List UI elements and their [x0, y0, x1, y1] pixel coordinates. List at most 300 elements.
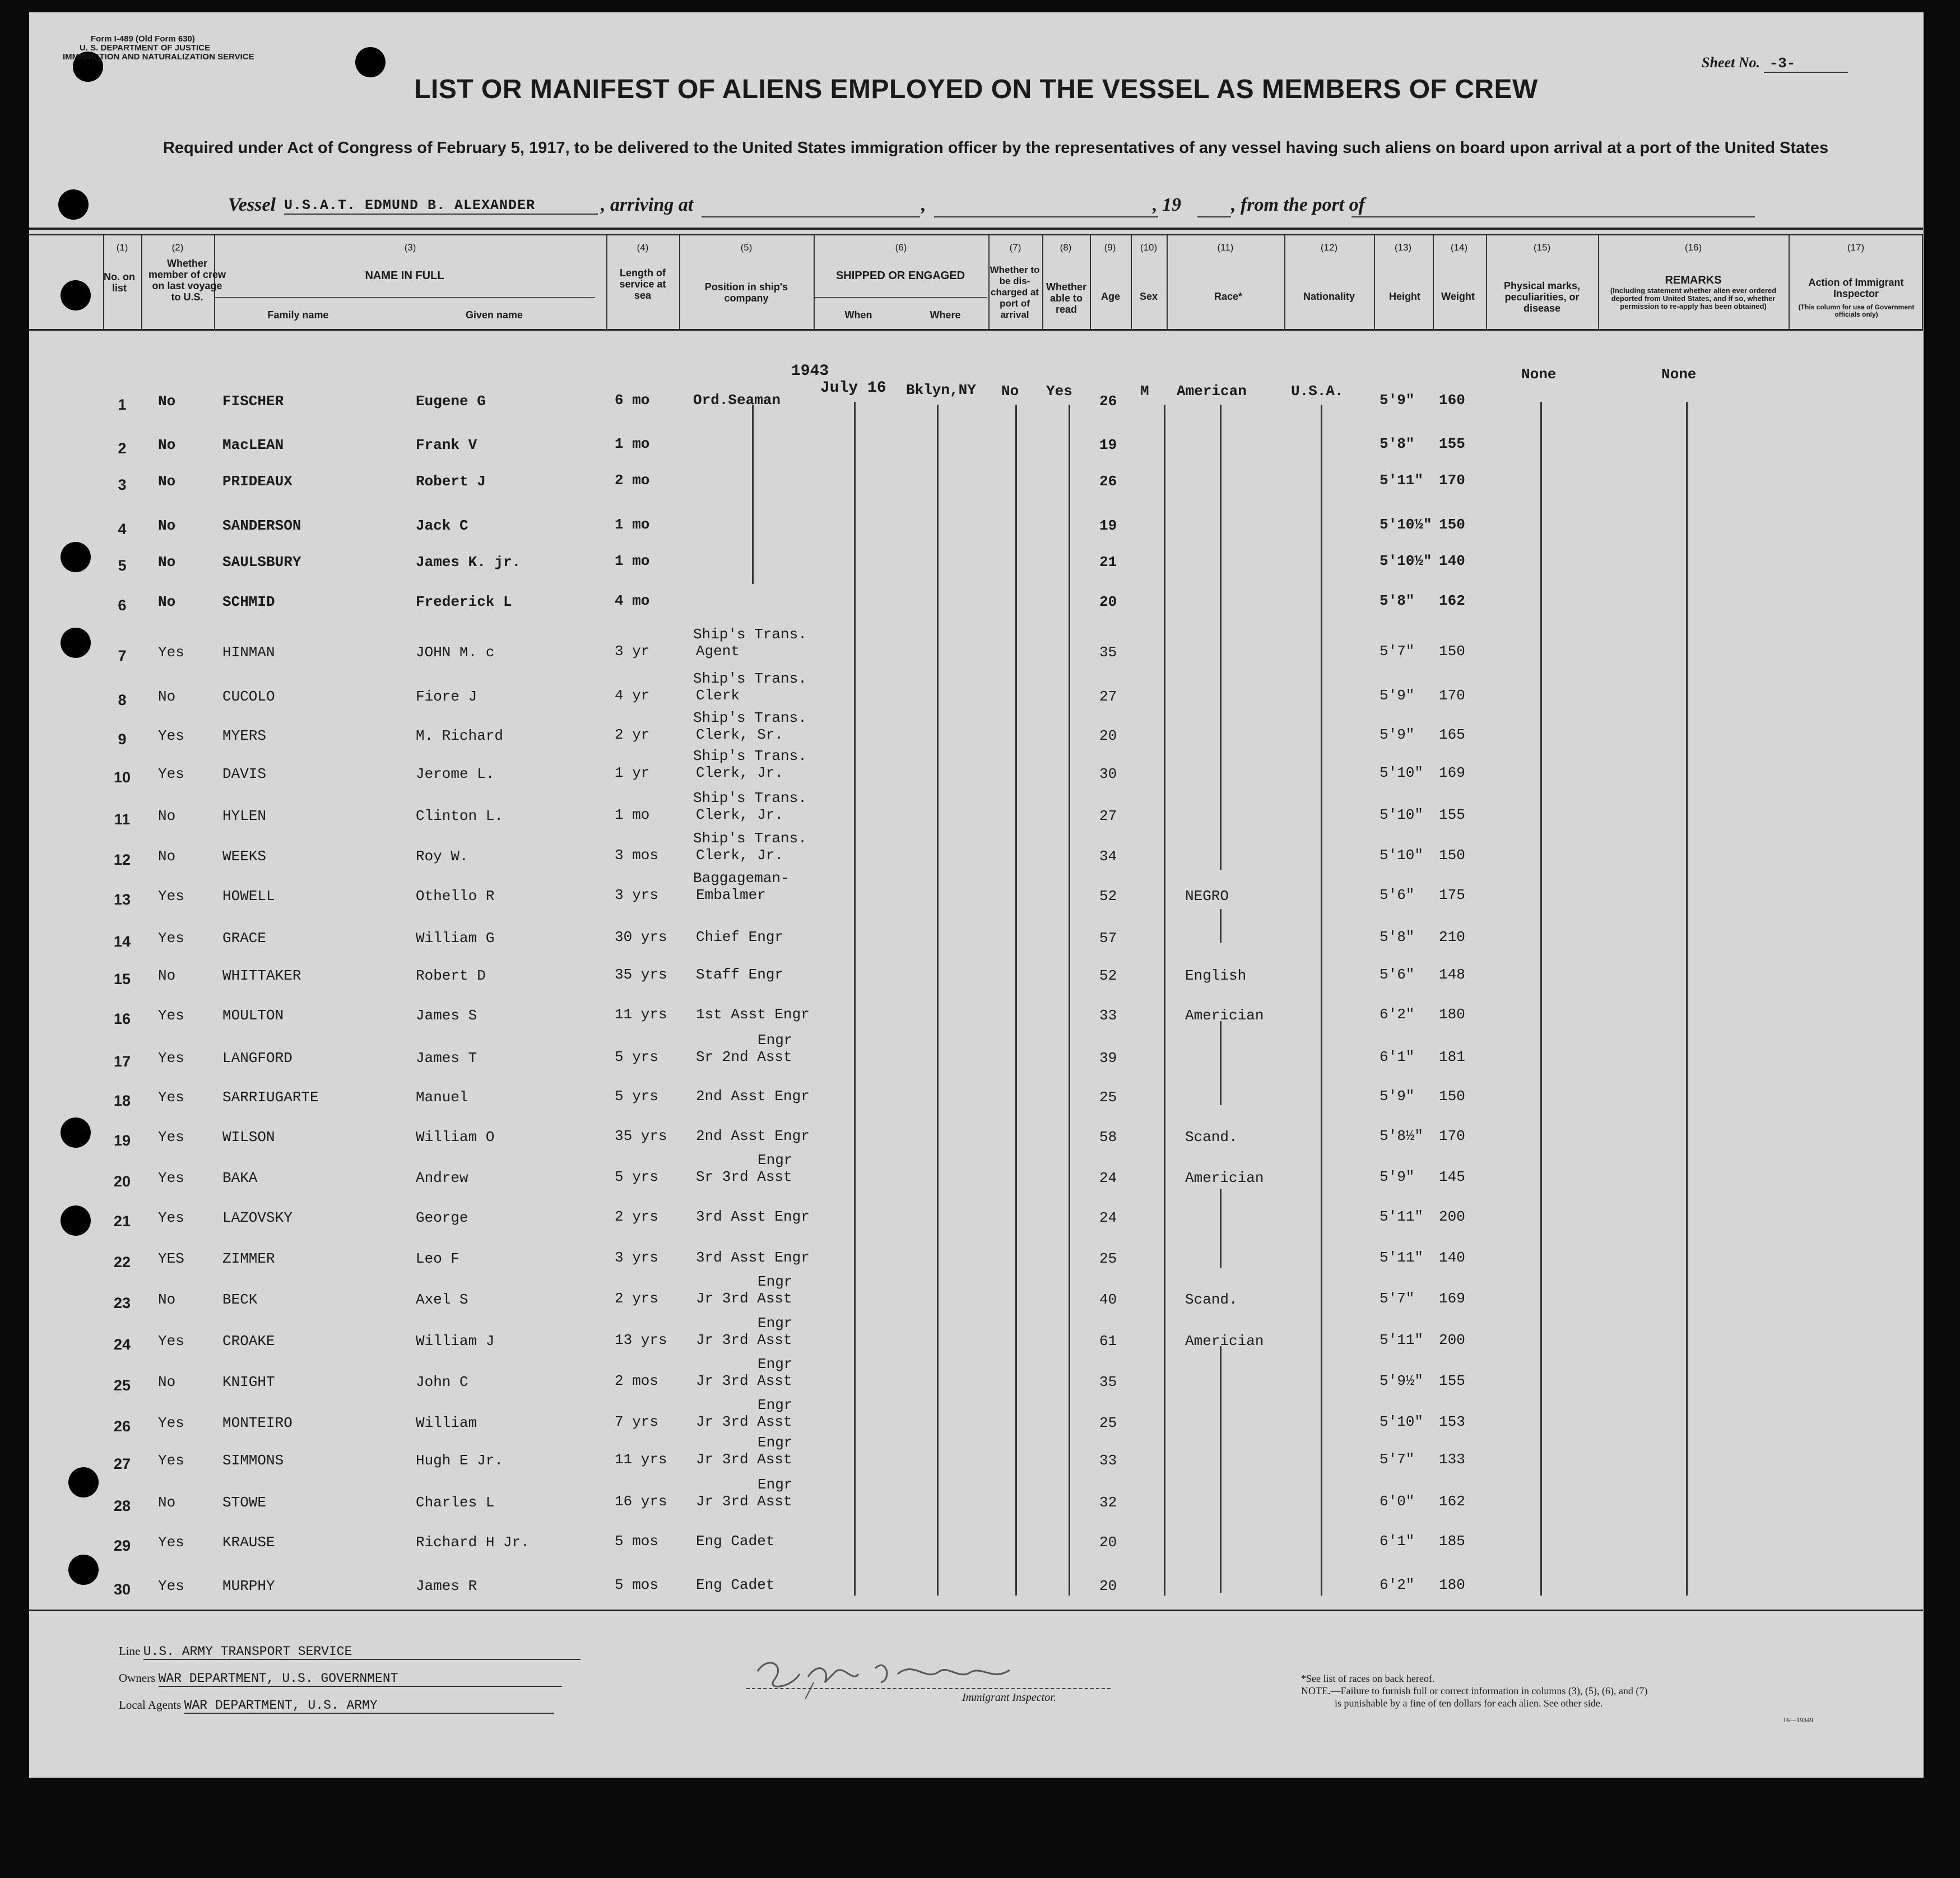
punch-hole	[61, 280, 91, 310]
family-name: BECK	[222, 1291, 258, 1308]
crew-last-voyage: Yes	[158, 1578, 184, 1594]
col-header-remarks-note: (Including statement whether alien ever ordered deported from United States, and if so, whether permission to re-apply has been obtained)	[1610, 286, 1777, 310]
column-rule	[814, 235, 815, 329]
family-name: MURPHY	[222, 1578, 275, 1594]
age: 35	[1099, 1374, 1117, 1390]
given-name: Fiore J	[416, 688, 477, 705]
column-number: (7)	[1009, 242, 1021, 253]
position-line-2: Clerk, Sr.	[696, 726, 784, 743]
service-length: 11 yrs	[615, 1451, 667, 1468]
given-name: Axel S	[416, 1291, 468, 1308]
position-line-1: Ship's Trans.	[693, 790, 807, 806]
owners-label: Owners	[119, 1671, 156, 1685]
race: Americian	[1185, 1170, 1264, 1186]
punch-hole	[61, 628, 91, 658]
service-name: IMMIGRATION AND NATURALIZATION SERVICE	[63, 52, 254, 62]
given-name: Charles L	[416, 1494, 495, 1511]
shipped-year: 1943	[791, 363, 829, 380]
age: 27	[1099, 808, 1117, 824]
weight: 150	[1439, 1088, 1465, 1105]
position-line-2: Jr 3rd Asst	[696, 1372, 792, 1389]
column-number: (3)	[404, 242, 416, 253]
column-number: (12)	[1320, 242, 1338, 253]
service-length: 11 yrs	[615, 1006, 667, 1023]
height: 5'9"	[1380, 726, 1415, 743]
column-number: (9)	[1104, 242, 1116, 253]
crew-last-voyage: Yes	[158, 1534, 184, 1551]
service-length: 2 yrs	[615, 1290, 659, 1307]
table-top-rule	[29, 228, 1923, 230]
ditto-mark	[854, 402, 856, 1596]
weight: 162	[1439, 592, 1465, 609]
weight: 155	[1439, 1372, 1465, 1389]
given-name: Manuel	[416, 1089, 468, 1106]
given-name: Andrew	[416, 1170, 468, 1186]
family-name: WEEKS	[222, 848, 267, 865]
position-line-2: 3rd Asst Engr	[696, 1208, 810, 1225]
shipped-subrule	[814, 297, 987, 298]
family-name: MOULTON	[222, 1007, 284, 1024]
crew-last-voyage: Yes	[158, 1050, 184, 1066]
column-number: (1)	[116, 242, 128, 253]
race: English	[1185, 967, 1247, 984]
ditto-mark	[1220, 1189, 1221, 1268]
crew-last-voyage: Yes	[158, 727, 184, 744]
column-number: (15)	[1533, 242, 1551, 253]
position-line-1: Ship's Trans.	[693, 710, 807, 726]
row-number: 12	[113, 851, 131, 868]
given-name: Clinton L.	[416, 808, 504, 824]
crew-last-voyage: Yes	[158, 766, 184, 782]
column-number: (8)	[1060, 242, 1072, 253]
weight: 169	[1439, 764, 1465, 781]
row-number: 5	[118, 557, 127, 574]
height: 5'11"	[1380, 1249, 1424, 1266]
row-number: 22	[113, 1254, 131, 1270]
sheet-number-label: Sheet No.	[1702, 54, 1760, 71]
manifest-sheet	[29, 12, 1924, 1778]
family-name: CROAKE	[222, 1333, 275, 1350]
ditto-mark	[1686, 402, 1688, 1596]
row-number: 9	[118, 731, 127, 748]
crew-last-voyage: No	[158, 808, 176, 824]
col-header-no: No. on list	[104, 271, 135, 294]
given-name: JOHN M. c	[416, 644, 495, 661]
position-line-2: Clerk, Jr.	[696, 806, 784, 823]
given-name: Roy W.	[416, 848, 468, 865]
position-line-1: Engr	[758, 1152, 793, 1168]
vessel-name: U.S.A.T. EDMUND B. ALEXANDER	[284, 197, 598, 215]
col-header-race: Race*	[1214, 291, 1243, 302]
given-name: George	[416, 1209, 468, 1226]
height: 5'6"	[1380, 887, 1415, 903]
weight: 200	[1439, 1332, 1465, 1348]
from-port-label: , from the port of	[1231, 194, 1365, 215]
weight: 150	[1439, 643, 1465, 660]
sex-value: M	[1140, 383, 1149, 400]
family-name: MacLEAN	[222, 437, 284, 453]
year-field	[1197, 216, 1231, 217]
service-length: 30 yrs	[615, 929, 667, 945]
failure-note: NOTE.—Failure to furnish full or correct information in columns (3), (5), (6), and (7)	[1301, 1685, 1648, 1696]
punch-hole	[61, 542, 91, 572]
agents-value: WAR DEPARTMENT, U.S. ARMY	[184, 1698, 554, 1714]
print-code: 16—19349	[1783, 1716, 1813, 1724]
col-header-position: Position in ship's company	[704, 281, 788, 304]
family-name: SAULSBURY	[222, 554, 301, 571]
races-note: *See list of races on back hereof.	[1301, 1673, 1435, 1684]
column-number: (17)	[1847, 242, 1865, 253]
given-name: Frederick L	[416, 593, 512, 610]
weight: 181	[1439, 1049, 1465, 1065]
weight: 200	[1439, 1208, 1465, 1225]
position-line-2: Sr 3rd Asst	[696, 1168, 792, 1185]
col-header-discharged: Whether to be dis-charged at port of arrival	[990, 265, 1040, 320]
line-label: Line	[119, 1644, 141, 1658]
position-line-2: Jr 3rd Asst	[696, 1332, 792, 1348]
column-rule	[1922, 235, 1923, 329]
position-line-2: Staff Engr	[696, 966, 784, 983]
position-line-2: Embalmer	[696, 887, 766, 903]
position-line-1: Engr	[758, 1273, 793, 1290]
read-value: Yes	[1046, 383, 1072, 400]
weight: 165	[1439, 726, 1465, 743]
weight: 180	[1439, 1576, 1465, 1593]
weight: 185	[1439, 1533, 1465, 1550]
row-number: 8	[118, 692, 127, 708]
height: 5'10½"	[1380, 516, 1432, 533]
owners-value: WAR DEPARTMENT, U.S. GOVERNMENT	[159, 1671, 562, 1687]
col-header-shipped: SHIPPED OR ENGAGED	[835, 270, 965, 282]
race: Americian	[1185, 1333, 1264, 1350]
family-name: STOWE	[222, 1494, 267, 1511]
given-name: Othello R	[416, 888, 495, 905]
crew-last-voyage: Yes	[158, 644, 184, 661]
service-length: 1 mo	[615, 806, 650, 823]
weight: 210	[1439, 929, 1465, 945]
service-length: 1 mo	[615, 516, 650, 533]
shipped-when: July 16	[820, 379, 886, 397]
weight: 170	[1439, 472, 1465, 489]
position-line-2: Eng Cadet	[696, 1533, 775, 1550]
punch-hole	[68, 1467, 99, 1497]
arrival-date-field	[934, 216, 1158, 217]
position-line-1: Ship's Trans.	[693, 670, 807, 687]
weight: 153	[1439, 1413, 1465, 1430]
family-name: SIMMONS	[222, 1452, 284, 1469]
weight: 155	[1439, 806, 1465, 823]
family-name: FISCHER	[222, 393, 284, 410]
weight: 170	[1439, 687, 1465, 704]
position-line-1: Engr	[758, 1315, 793, 1332]
position-line-1: Ship's Trans.	[693, 830, 807, 847]
race: Scand.	[1185, 1291, 1238, 1308]
column-rule	[1374, 235, 1375, 329]
position-line-1: Engr	[758, 1356, 793, 1372]
col-header-remarks: REMARKS	[1665, 274, 1722, 286]
weight: 150	[1439, 847, 1465, 864]
ditto-mark	[1220, 405, 1221, 870]
height: 6'2"	[1380, 1576, 1415, 1593]
row-number: 11	[114, 811, 131, 828]
ditto-mark	[752, 405, 754, 584]
arriving-comma: ,	[921, 194, 926, 215]
position-line-1: Ord.Seaman	[693, 392, 781, 409]
family-name: HYLEN	[222, 808, 267, 824]
position-line-1: Ship's Trans.	[693, 626, 807, 643]
given-name: William O	[416, 1129, 495, 1146]
given-name: William	[416, 1415, 477, 1431]
height: 5'6"	[1380, 966, 1415, 983]
service-length: 5 mos	[615, 1576, 659, 1593]
service-length: 5 yrs	[615, 1168, 659, 1185]
column-rule	[1090, 235, 1091, 329]
col-header-action: Action of Immigrant Inspector	[1808, 277, 1904, 299]
service-length: 5 yrs	[615, 1049, 659, 1065]
crew-last-voyage: Yes	[158, 1209, 184, 1226]
age: 25	[1099, 1089, 1117, 1106]
col-header-where: Where	[930, 309, 961, 321]
family-name: SCHMID	[222, 593, 275, 610]
given-name: William J	[416, 1333, 495, 1350]
service-length: 1 mo	[615, 435, 650, 452]
crew-last-voyage: No	[158, 848, 176, 865]
family-name: SANDERSON	[222, 517, 301, 534]
arriving-at-field	[702, 216, 920, 217]
column-number: (13)	[1394, 242, 1412, 253]
position-line-2: Jr 3rd Asst	[696, 1290, 792, 1307]
position-line-2: 2nd Asst Engr	[696, 1128, 810, 1144]
family-name: MONTEIRO	[222, 1415, 292, 1431]
service-length: 3 yrs	[615, 1249, 659, 1266]
row-number: 21	[113, 1213, 131, 1230]
height: 5'9"	[1380, 392, 1415, 409]
height: 5'8"	[1380, 929, 1415, 945]
col-header-weight: Weight	[1441, 291, 1475, 302]
family-name: KRAUSE	[222, 1534, 275, 1551]
document-subtitle: Required under Act of Congress of February 5, 1917, to be delivered to the United States immigration officer by the representatives of any vessel having such aliens on board upon arrival at a port of the United States	[162, 139, 1829, 157]
race: NEGRO	[1185, 888, 1229, 905]
weight: 169	[1439, 1290, 1465, 1307]
age: 19	[1099, 437, 1117, 453]
position-line-2: Chief Engr	[696, 929, 784, 945]
row-number: 28	[113, 1497, 131, 1514]
ditto-mark	[937, 405, 939, 1596]
col-header-crew: Whether member of crew on last voyage to U.S.	[148, 258, 226, 303]
age: 61	[1099, 1333, 1117, 1350]
family-name: ZIMMER	[222, 1250, 275, 1267]
row-number: 7	[118, 647, 127, 664]
ditto-mark	[1220, 1346, 1221, 1593]
given-name: William G	[416, 930, 495, 947]
age: 26	[1099, 473, 1117, 490]
col-header-action-note: (This column for use of Government officials only)	[1798, 303, 1915, 318]
column-number: (2)	[171, 242, 184, 253]
sheet-number-value: -3-	[1764, 55, 1848, 73]
family-name: WHITTAKER	[222, 967, 301, 984]
position-line-2: Sr 2nd Asst	[696, 1049, 792, 1065]
position-line-2: Clerk, Jr.	[696, 764, 784, 781]
row-number: 27	[113, 1455, 131, 1472]
ditto-mark	[1321, 405, 1322, 1596]
service-length: 3 yr	[615, 643, 650, 660]
height: 5'9"	[1380, 687, 1415, 704]
age: 24	[1099, 1209, 1117, 1226]
family-name: BAKA	[222, 1170, 258, 1186]
age: 57	[1099, 930, 1117, 947]
row-number: 14	[113, 933, 131, 950]
height: 5'7"	[1380, 1290, 1415, 1307]
column-number: (14)	[1450, 242, 1468, 253]
inspector-signature-line	[746, 1688, 1111, 1689]
row-number: 20	[113, 1173, 131, 1190]
column-rule	[679, 235, 680, 329]
col-header-name: NAME IN FULL	[365, 270, 444, 282]
row-number: 23	[113, 1295, 131, 1311]
position-line-1: Engr	[758, 1434, 793, 1451]
row-number: 19	[113, 1132, 131, 1149]
ditto-mark	[1220, 909, 1221, 943]
age: 19	[1099, 517, 1117, 534]
weight: 145	[1439, 1168, 1465, 1185]
given-name: Frank V	[416, 437, 477, 453]
agents-label: Local Agents	[119, 1698, 182, 1712]
punch-hole	[61, 1117, 91, 1148]
service-length: 5 yrs	[615, 1088, 659, 1105]
punch-hole	[58, 189, 89, 220]
weight: 175	[1439, 887, 1465, 903]
col-header-nationality: Nationality	[1303, 291, 1355, 302]
height: 5'11"	[1380, 1208, 1424, 1225]
given-name: Eugene G	[416, 393, 486, 410]
row-number: 4	[118, 521, 127, 537]
family-name: CUCOLO	[222, 688, 275, 705]
given-name: James R	[416, 1578, 477, 1594]
weight: 180	[1439, 1006, 1465, 1023]
position-line-2: Eng Cadet	[696, 1576, 775, 1593]
col-header-marks: Physical marks, peculiarities, or disease	[1503, 280, 1581, 314]
column-number: (4)	[637, 242, 649, 253]
ditto-mark	[1015, 405, 1017, 1596]
crew-last-voyage: Yes	[158, 930, 184, 947]
given-name: John C	[416, 1374, 468, 1390]
age: 21	[1099, 554, 1117, 571]
position-line-2: Jr 3rd Asst	[696, 1451, 792, 1468]
ditto-mark	[1220, 1021, 1221, 1105]
family-name: SARRIUGARTE	[222, 1089, 319, 1106]
race-value-first: American	[1177, 383, 1247, 400]
col-header-age: Age	[1100, 291, 1120, 302]
service-length: 2 yr	[615, 726, 650, 743]
crew-last-voyage: Yes	[158, 1415, 184, 1431]
remarks-value: None	[1661, 366, 1697, 383]
crew-last-voyage: Yes	[158, 1129, 184, 1146]
service-length: 16 yrs	[615, 1493, 667, 1510]
row-number: 10	[113, 769, 131, 786]
vessel-label: Vessel	[228, 194, 276, 215]
row-number: 29	[113, 1537, 131, 1554]
height: 6'1"	[1380, 1533, 1415, 1550]
service-length: 4 mo	[615, 592, 650, 609]
age: 27	[1099, 688, 1117, 705]
discharged-value: No	[1001, 383, 1019, 400]
punch-hole	[68, 1555, 99, 1585]
height: 5'9½"	[1380, 1372, 1424, 1389]
age: 33	[1099, 1452, 1117, 1469]
footer-line	[119, 1644, 580, 1660]
footer-owners	[119, 1671, 562, 1687]
age: 33	[1099, 1007, 1117, 1024]
crew-last-voyage: No	[158, 1291, 176, 1308]
column-rule	[1789, 235, 1790, 329]
height: 6'1"	[1380, 1049, 1415, 1065]
family-name: DAVIS	[222, 766, 267, 782]
position-line-1: Engr	[758, 1397, 793, 1413]
family-name: KNIGHT	[222, 1374, 275, 1390]
form-number: Form I-489 (Old Form 630)	[91, 34, 195, 44]
col-header-service: Length of service at sea	[619, 267, 666, 301]
position-line-2: 1st Asst Engr	[696, 1006, 810, 1023]
service-length: 7 yrs	[615, 1413, 659, 1430]
crew-last-voyage: No	[158, 517, 176, 534]
column-rule	[1167, 235, 1168, 329]
given-name: Hugh E Jr.	[416, 1452, 504, 1469]
given-name: Jack C	[416, 517, 468, 534]
age: 40	[1099, 1291, 1117, 1308]
service-length: 3 yrs	[615, 887, 659, 903]
age: 20	[1099, 1578, 1117, 1594]
name-subrule	[214, 297, 595, 298]
given-name: Richard H Jr.	[416, 1534, 530, 1551]
crew-last-voyage: No	[158, 473, 176, 490]
age: 39	[1099, 1050, 1117, 1066]
crew-last-voyage: Yes	[158, 1170, 184, 1186]
given-name: Leo F	[416, 1250, 460, 1267]
family-name: LAZOVSKY	[222, 1209, 292, 1226]
weight: 150	[1439, 516, 1465, 533]
crew-last-voyage: No	[158, 437, 176, 453]
crew-last-voyage: Yes	[158, 1333, 184, 1350]
col-header-read: Whether able to read	[1046, 281, 1086, 315]
column-number: (16)	[1684, 242, 1702, 253]
height: 5'10½"	[1380, 553, 1432, 569]
height: 5'10"	[1380, 764, 1424, 781]
column-number: (10)	[1140, 242, 1158, 253]
age: 30	[1099, 766, 1117, 782]
service-length: 2 mo	[615, 472, 650, 489]
age: 25	[1099, 1415, 1117, 1431]
crew-last-voyage: No	[158, 1494, 176, 1511]
col-header-given: Given name	[465, 309, 523, 321]
line-value: U.S. ARMY TRANSPORT SERVICE	[143, 1644, 580, 1660]
age: 35	[1099, 644, 1117, 661]
crew-last-voyage: Yes	[158, 888, 184, 905]
height: 5'7"	[1380, 1451, 1415, 1468]
age: 20	[1099, 593, 1117, 610]
age: 20	[1099, 1534, 1117, 1551]
height: 5'7"	[1380, 643, 1415, 660]
column-rule	[606, 235, 607, 329]
age: 52	[1099, 888, 1117, 905]
table-top-rule-2	[29, 234, 1923, 235]
header-bottom-rule	[29, 329, 1923, 331]
height: 5'8"	[1380, 592, 1415, 609]
service-length: 3 mos	[615, 847, 659, 864]
row-number: 3	[118, 476, 127, 493]
row-number: 6	[118, 597, 127, 614]
column-number: (5)	[740, 242, 753, 253]
service-length: 1 mo	[615, 553, 650, 569]
